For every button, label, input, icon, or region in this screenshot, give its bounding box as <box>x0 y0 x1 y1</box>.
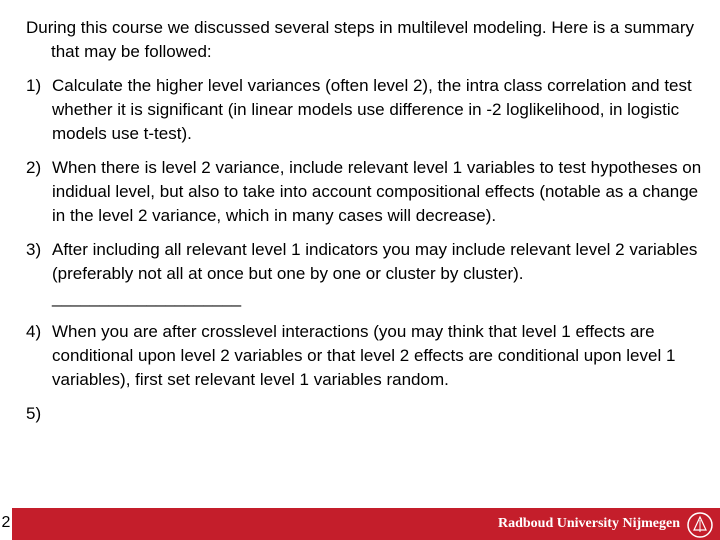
list-item-3 <box>26 238 706 310</box>
university-seal-icon <box>684 508 716 540</box>
item-number: 4) <box>26 322 42 341</box>
intro-text: During this course we discussed several steps in multilevel modeling. Here is a summary that may be followed: <box>26 18 694 61</box>
item-number: 1) <box>26 76 42 95</box>
item-text: When you are after crosslevel interactions (you may think that level 1 effects are conditional upon level 2 variables or that level 2 effects are conditional upon level 1 variables), first set relevant level 1 variables random. <box>52 322 676 389</box>
university-logo-text: Radboud University Nijmegen <box>497 516 680 531</box>
separator-line: ____________________ <box>52 288 242 307</box>
item-text: Calculate the higher level variances (often level 2), the intra class correlation and test whether it is significant (in linear models use difference in -2 loglikelihood, in logistic models use t-test). <box>52 76 692 143</box>
item-text: After including all relevant level 1 indicators you may include relevant level 2 variables (preferably not all at once but one by one or cluster by cluster). <box>52 240 698 283</box>
page-number: 2 <box>1 514 11 531</box>
item-text: When there is level 2 variance, include relevant level 1 variables to test hypotheses on indidual level, but also to take into account compositional effects (notable as a change in the level 2 variance, which in many cases will decrease). <box>52 158 702 225</box>
slide-content <box>26 16 706 436</box>
item-number: 3) <box>26 240 42 259</box>
list-item-5 <box>26 402 706 426</box>
list-item-4 <box>26 320 706 392</box>
item-text <box>52 402 706 426</box>
item-number: 5) <box>26 404 42 423</box>
item-number: 2) <box>26 158 42 177</box>
list-item-1 <box>26 74 706 146</box>
list-item-2 <box>26 156 706 228</box>
item-text-block <box>52 238 706 310</box>
